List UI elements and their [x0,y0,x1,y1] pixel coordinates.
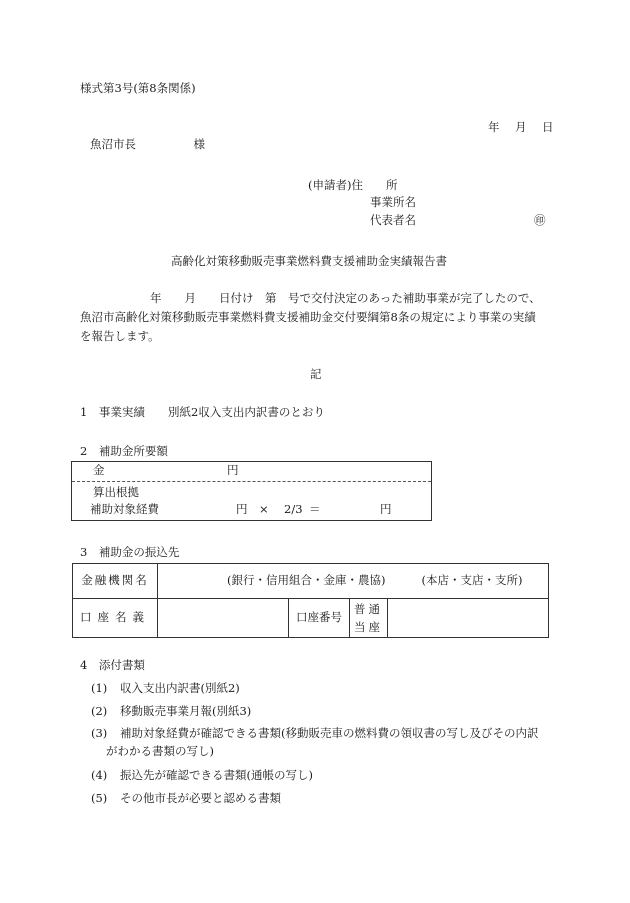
account-number-cell[interactable] [388,599,549,638]
body-line-2: 魚沼市高齢化対策移動販売事業燃料費支援補助金交付要綱第8条の規定により事業の実績 [80,310,536,324]
ki-heading: 記 [310,367,322,381]
result-unit: 円 [380,502,392,516]
document-title: 高齢化対策移動販売事業燃料費支援補助金実績報告書 [171,254,447,268]
attachment-number: (2) [91,704,108,718]
amount-unit: 円 [227,463,239,477]
bank-account-table [72,563,549,638]
bank-types: (銀行・信用組合・金庫・農協) [227,573,386,588]
times-sign: × [259,502,269,516]
expense-label: 補助対象経費 [90,502,159,516]
account-holder-label: 口座名義 [73,599,158,638]
attachment-number: (4) [91,768,108,782]
attachment-text: 移動販売事業月報(別紙3) [120,704,252,718]
applicant-address-label: (申請者)住 所 [308,178,398,192]
dashed-divider [72,481,431,482]
attachment-text: その他市長が必要と認める書類 [120,791,281,805]
attachment-text-continued: がわかる書類の写し) [106,744,214,758]
body-line-1: 年 月 日付け 第 号で交付決定のあった補助事業が完了したので、 [150,291,541,305]
attachment-number: (3) [91,726,108,740]
equals-sign: ＝ [309,502,321,516]
attachment-number: (1) [91,681,108,695]
branch-types: (本店・支店・支所) [421,573,523,588]
section1-content: 別紙2収入支出内訳書のとおり [168,405,325,419]
bank-name-label: 金融機関名 [73,564,158,599]
account-holder-cell[interactable] [158,599,289,638]
date-line: 年 月 日 [488,120,556,134]
section1-heading: 1 事業実績 [80,405,145,419]
section4-heading: 4 添付書類 [80,658,145,672]
amount-label: 金 [93,463,105,477]
attachment-text: 収入支出内訳書(別紙2) [120,681,240,695]
form-number: 様式第3号(第8条関係) [80,81,196,95]
bank-name-cell[interactable] [158,564,549,599]
account-type-current: 当座 [354,620,383,634]
seal-mark: ㊞ [534,213,546,227]
basis-label: 算出根拠 [93,485,139,499]
account-number-label: 口座番号 [289,599,350,638]
account-type-cell[interactable] [350,599,388,638]
representative-label: 代表者名 [370,213,416,227]
expense-unit: 円 [236,502,248,516]
attachment-text: 振込先が確認できる書類(通帳の写し) [120,768,313,782]
section2-heading: 2 補助金所要額 [80,444,168,458]
account-type-ordinary: 普通 [354,601,383,616]
office-name-label: 事業所名 [370,195,416,209]
attachment-number: (5) [91,791,108,805]
ratio: 2/3 [284,502,303,516]
body-line-3: を報告します。 [80,329,160,343]
attachment-text: 補助対象経費が確認できる書類(移動販売車の燃料費の領収書の写し及びその内訳 [120,726,539,740]
addressee: 魚沼市長 様 [90,137,205,151]
section3-heading: 3 補助金の振込先 [80,545,180,559]
